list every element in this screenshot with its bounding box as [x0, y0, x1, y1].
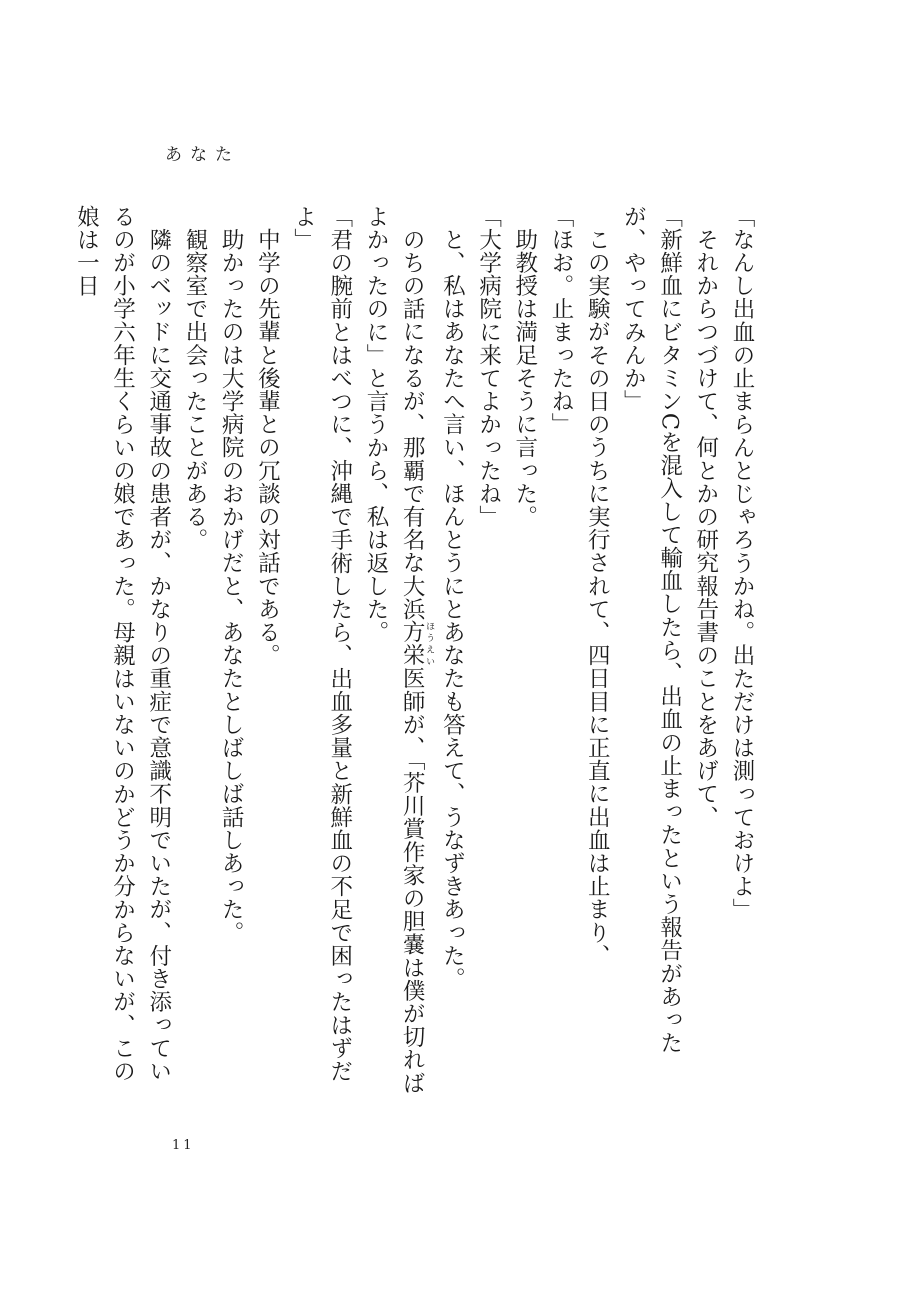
paragraph-9	[358, 205, 434, 1100]
paragraph-2: それからつづけて、何とかの研究報告書のことをあげて、	[692, 227, 719, 829]
paragraph-1: 「なんし出血の止まらんとじゃろうかね。出ただけは測っておけよ」	[729, 205, 755, 922]
paragraph-8: と、私はあなたへ言い、ほんとうにとあなたも答えて、うなずきあった。	[439, 227, 466, 990]
paragraph-14: 隣のベッドに交通事故の患者が、かなりの重症で意識不明でいたが、付き添っているのが小学六年生くらいの娘であった。母親はいないのかどうか分からないが、この娘は一日	[73, 205, 172, 1083]
paragraph-11: 中学の先輩と後輩との冗談の対話である。	[254, 227, 281, 667]
paragraph-3: 「新鮮血にビタミンCを混入して輸血したら、出血の止まったという報告があったが、やってみんか」	[620, 205, 683, 1055]
paragraph-9-before: のちの話になるが、那覇で有名な大浜	[399, 227, 426, 621]
ruby-base: 方栄	[399, 620, 426, 667]
paragraph-5: 「ほお。止まったね」	[547, 205, 574, 436]
ruby-reading: ほうえい	[424, 620, 435, 667]
paragraph-9-after: 医師が、「芥川賞作家の胆嚢は僕が切ればよかったのに」と言うから、私は返した。	[362, 205, 426, 1095]
paragraph-10: 「君の腕前とはべつに、沖縄で手術したら、出血多量と新鮮血の不足で困ったはずだよ」	[290, 205, 353, 1083]
paragraph-6: 助教授は満足そうに言った。	[511, 227, 538, 528]
body-text	[48, 205, 760, 1100]
paragraph-13: 観察室で出会ったことがある。	[181, 227, 208, 551]
ruby-houei	[399, 620, 435, 667]
paragraph-12: 助かったのは大学病院のおかげだと、あなたとしばしば話しあった。	[218, 227, 245, 944]
paragraph-4: この実験がその日のうちに実行されて、四日目に正直に出血は止まり、	[584, 227, 611, 967]
page-number: 11	[172, 1138, 195, 1153]
running-head: あなた	[165, 145, 240, 165]
paragraph-7: 「大学病院に来てよかったね」	[475, 205, 502, 529]
